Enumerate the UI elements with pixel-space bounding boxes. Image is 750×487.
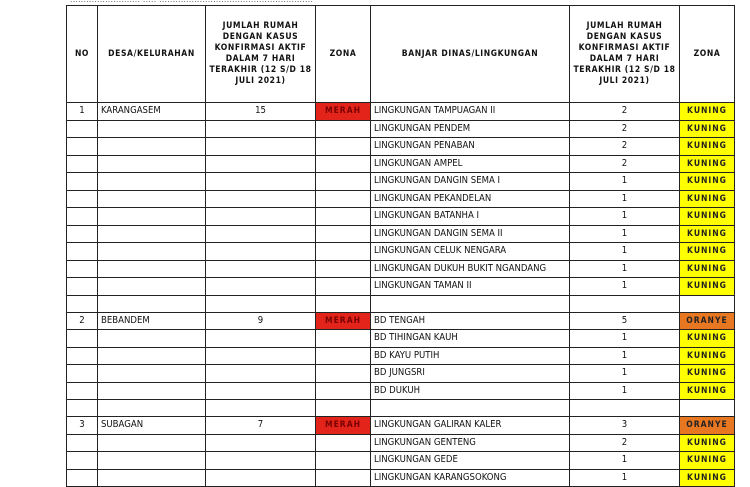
banjar-zone-badge: KUNING	[680, 208, 735, 226]
row-no	[67, 434, 98, 452]
banjar-count: 1	[570, 382, 680, 400]
desa-name	[98, 173, 206, 191]
desa-count	[206, 434, 316, 452]
banjar-zone-badge: KUNING	[680, 330, 735, 348]
row-no	[67, 260, 98, 278]
banjar-count: 2	[570, 138, 680, 156]
empty-cell	[680, 400, 735, 417]
desa-name	[98, 260, 206, 278]
row-no	[67, 155, 98, 173]
desa-zone-badge	[316, 155, 371, 173]
desa-count	[206, 243, 316, 261]
desa-name	[98, 278, 206, 296]
desa-count: 15	[206, 103, 316, 121]
desa-zone-badge	[316, 260, 371, 278]
banjar-zone-badge: KUNING	[680, 138, 735, 156]
banjar-count: 1	[570, 469, 680, 487]
banjar-count: 1	[570, 243, 680, 261]
table-row	[67, 365, 735, 383]
desa-zone-badge	[316, 434, 371, 452]
desa-zone-badge: MERAH	[316, 312, 371, 330]
row-no	[67, 225, 98, 243]
table-row	[67, 330, 735, 348]
banjar-zone-badge: KUNING	[680, 155, 735, 173]
desa-name	[98, 382, 206, 400]
desa-zone-badge	[316, 190, 371, 208]
banjar-name: LINGKUNGAN TAMPUAGAN II	[371, 103, 570, 121]
row-no	[67, 190, 98, 208]
banjar-count: 2	[570, 434, 680, 452]
empty-cell	[570, 400, 680, 417]
row-no	[67, 382, 98, 400]
desa-zone-badge	[316, 208, 371, 226]
banjar-count: 1	[570, 208, 680, 226]
desa-count	[206, 173, 316, 191]
banjar-zone-badge: KUNING	[680, 243, 735, 261]
banjar-count: 2	[570, 103, 680, 121]
banjar-count: 2	[570, 120, 680, 138]
desa-name	[98, 225, 206, 243]
desa-name	[98, 155, 206, 173]
row-no: 2	[67, 312, 98, 330]
banjar-count: 2	[570, 155, 680, 173]
row-no	[67, 330, 98, 348]
desa-zone-badge	[316, 330, 371, 348]
desa-name	[98, 469, 206, 487]
table-body	[67, 103, 735, 487]
row-no	[67, 120, 98, 138]
desa-zone-badge	[316, 173, 371, 191]
desa-zone-badge	[316, 365, 371, 383]
banjar-name: LINGKUNGAN CELUK NENGARA	[371, 243, 570, 261]
banjar-name: BD JUNGSRI	[371, 365, 570, 383]
banjar-zone-badge: KUNING	[680, 120, 735, 138]
desa-name	[98, 434, 206, 452]
row-no	[67, 138, 98, 156]
banjar-name: LINGKUNGAN KARANGSOKONG	[371, 469, 570, 487]
table-row	[67, 452, 735, 470]
desa-zone-badge	[316, 452, 371, 470]
banjar-zone-badge: ORANYE	[680, 312, 735, 330]
table-row	[67, 469, 735, 487]
banjar-name: BD DUKUH	[371, 382, 570, 400]
banjar-name: LINGKUNGAN DUKUH BUKIT NGANDANG	[371, 260, 570, 278]
desa-count	[206, 278, 316, 296]
empty-cell	[371, 295, 570, 312]
desa-zone-badge	[316, 138, 371, 156]
col-header-jumlah-banjar: JUMLAH RUMAH DENGAN KASUS KONFIRMASI AKTIF DALAM 7 HARI TERAKHIR (12 S/D 18 JULI 2021)	[570, 6, 680, 103]
banjar-name: LINGKUNGAN TAMAN II	[371, 278, 570, 296]
desa-zone-badge: MERAH	[316, 103, 371, 121]
desa-name	[98, 208, 206, 226]
banjar-zone-badge: KUNING	[680, 382, 735, 400]
table-row	[67, 120, 735, 138]
desa-zone-badge	[316, 278, 371, 296]
banjar-name: LINGKUNGAN AMPEL	[371, 155, 570, 173]
banjar-name: LINGKUNGAN DANGIN SEMA I	[371, 173, 570, 191]
banjar-name: BD TENGAH	[371, 312, 570, 330]
empty-cell	[206, 295, 316, 312]
table-row	[67, 417, 735, 435]
desa-count	[206, 155, 316, 173]
row-no	[67, 278, 98, 296]
row-no: 1	[67, 103, 98, 121]
empty-cell	[371, 400, 570, 417]
banjar-zone-badge: KUNING	[680, 469, 735, 487]
col-header-no: NO	[67, 6, 98, 103]
desa-name	[98, 190, 206, 208]
desa-zone-badge	[316, 225, 371, 243]
col-header-banjar: BANJAR DINAS/LINGKUNGAN	[371, 6, 570, 103]
row-no	[67, 452, 98, 470]
desa-zone-badge	[316, 243, 371, 261]
banjar-zone-badge: KUNING	[680, 225, 735, 243]
desa-name: KARANGASEM	[98, 103, 206, 121]
empty-cell	[316, 295, 371, 312]
banjar-zone-badge: KUNING	[680, 365, 735, 383]
table-row	[67, 173, 735, 191]
row-no	[67, 243, 98, 261]
desa-count	[206, 120, 316, 138]
banjar-name: LINGKUNGAN PEKANDELAN	[371, 190, 570, 208]
empty-cell	[570, 295, 680, 312]
desa-name	[98, 138, 206, 156]
banjar-zone-badge: ORANYE	[680, 417, 735, 435]
banjar-name: LINGKUNGAN GENTENG	[371, 434, 570, 452]
banjar-count: 1	[570, 365, 680, 383]
banjar-name: BD KAYU PUTIH	[371, 347, 570, 365]
spacer-row	[67, 400, 735, 417]
banjar-zone-badge: KUNING	[680, 278, 735, 296]
desa-zone-badge: MERAH	[316, 417, 371, 435]
row-no: 3	[67, 417, 98, 435]
desa-name	[98, 452, 206, 470]
col-header-desa: DESA/KELURAHAN	[98, 6, 206, 103]
desa-count: 9	[206, 312, 316, 330]
banjar-count: 3	[570, 417, 680, 435]
desa-name	[98, 347, 206, 365]
zone-table	[66, 5, 735, 487]
desa-name: BEBANDEM	[98, 312, 206, 330]
desa-zone-badge	[316, 347, 371, 365]
banjar-zone-badge: KUNING	[680, 260, 735, 278]
empty-cell	[67, 295, 98, 312]
empty-cell	[206, 400, 316, 417]
banjar-count: 1	[570, 260, 680, 278]
table-row	[67, 243, 735, 261]
empty-cell	[67, 400, 98, 417]
banjar-count: 5	[570, 312, 680, 330]
desa-count	[206, 225, 316, 243]
desa-count: 7	[206, 417, 316, 435]
banjar-name: LINGKUNGAN PENABAN	[371, 138, 570, 156]
empty-cell	[98, 400, 206, 417]
table-row	[67, 190, 735, 208]
desa-count	[206, 469, 316, 487]
row-no	[67, 208, 98, 226]
banjar-zone-badge: KUNING	[680, 190, 735, 208]
table-row	[67, 382, 735, 400]
row-no	[67, 365, 98, 383]
desa-count	[206, 365, 316, 383]
empty-cell	[680, 295, 735, 312]
desa-name	[98, 330, 206, 348]
banjar-count: 1	[570, 190, 680, 208]
table-row	[67, 208, 735, 226]
banjar-count: 1	[570, 452, 680, 470]
banjar-count: 1	[570, 347, 680, 365]
spacer-row	[67, 295, 735, 312]
banjar-zone-badge: KUNING	[680, 434, 735, 452]
desa-count	[206, 330, 316, 348]
banjar-zone-badge: KUNING	[680, 347, 735, 365]
row-no	[67, 173, 98, 191]
table-row	[67, 278, 735, 296]
banjar-count: 1	[570, 278, 680, 296]
empty-cell	[98, 295, 206, 312]
desa-count	[206, 208, 316, 226]
col-header-zona-banjar: ZONA	[680, 6, 735, 103]
banjar-count: 1	[570, 225, 680, 243]
table-row	[67, 138, 735, 156]
banjar-count: 1	[570, 173, 680, 191]
desa-name: SUBAGAN	[98, 417, 206, 435]
desa-zone-badge	[316, 120, 371, 138]
banjar-name: BD TIHINGAN KAUH	[371, 330, 570, 348]
col-header-jumlah-desa: JUMLAH RUMAH DENGAN KASUS KONFIRMASI AKTIF DALAM 7 HARI TERAKHIR (12 S/D 18 JULI 2021)	[206, 6, 316, 103]
desa-count	[206, 260, 316, 278]
banjar-zone-badge: KUNING	[680, 452, 735, 470]
row-no	[67, 347, 98, 365]
desa-count	[206, 347, 316, 365]
table-row	[67, 347, 735, 365]
desa-zone-badge	[316, 469, 371, 487]
banjar-name: LINGKUNGAN GALIRAN KALER	[371, 417, 570, 435]
banjar-name: LINGKUNGAN BATANHA I	[371, 208, 570, 226]
row-no	[67, 469, 98, 487]
table-row	[67, 260, 735, 278]
desa-count	[206, 190, 316, 208]
col-header-zona-desa: ZONA	[316, 6, 371, 103]
table-header-row	[67, 6, 735, 103]
banjar-name: LINGKUNGAN GEDE	[371, 452, 570, 470]
header-fragment	[70, 0, 313, 4]
table-row	[67, 155, 735, 173]
desa-count	[206, 138, 316, 156]
banjar-count: 1	[570, 330, 680, 348]
desa-zone-badge	[316, 382, 371, 400]
banjar-zone-badge: KUNING	[680, 173, 735, 191]
banjar-zone-badge: KUNING	[680, 103, 735, 121]
banjar-name: LINGKUNGAN PENDEM	[371, 120, 570, 138]
desa-count	[206, 452, 316, 470]
table-row	[67, 312, 735, 330]
table-row	[67, 225, 735, 243]
desa-name	[98, 243, 206, 261]
banjar-name: LINGKUNGAN DANGIN SEMA II	[371, 225, 570, 243]
desa-name	[98, 365, 206, 383]
table-row	[67, 103, 735, 121]
desa-name	[98, 120, 206, 138]
empty-cell	[316, 400, 371, 417]
desa-count	[206, 382, 316, 400]
table-row	[67, 434, 735, 452]
